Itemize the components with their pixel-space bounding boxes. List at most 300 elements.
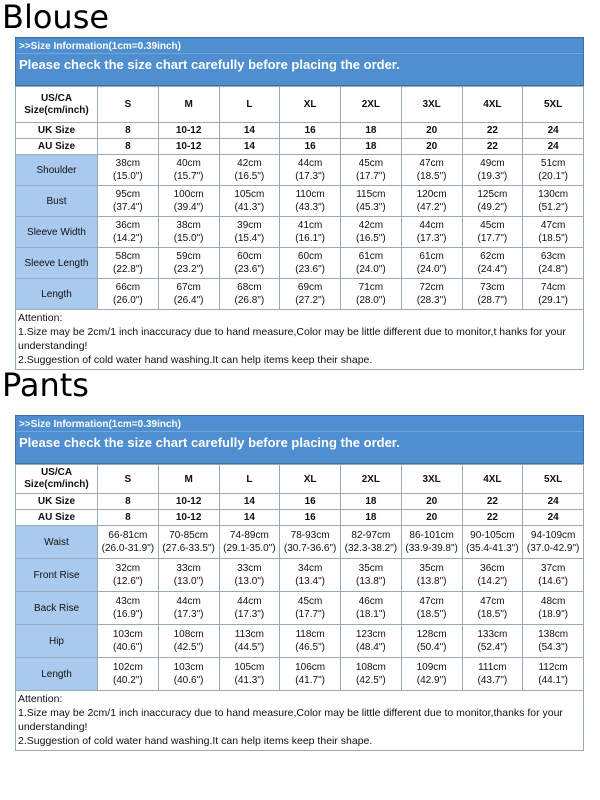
pants-header	[15, 415, 584, 464]
measurement-cm: 68cm	[237, 282, 262, 293]
corner-unit: Size(cm/inch)	[24, 479, 89, 490]
measurement-row	[16, 658, 584, 691]
measurement-cell	[98, 625, 159, 658]
au-size-value: 22	[462, 510, 523, 526]
measurement-cm: 44cm	[176, 596, 201, 607]
au-size-row	[16, 139, 584, 155]
measurement-inch: (43.7")	[477, 675, 508, 686]
measurement-inch: (15.4")	[234, 233, 265, 244]
measurement-cm: 51cm	[540, 158, 566, 169]
measurement-inch: (14.2")	[477, 576, 508, 587]
measurement-cell	[219, 559, 280, 592]
measurement-inch: (15.7")	[173, 171, 204, 182]
measurement-inch: (54.3")	[538, 642, 568, 653]
measurement-cell	[462, 217, 523, 248]
size-col-header: 4XL	[462, 465, 523, 494]
measurement-cell	[401, 526, 462, 559]
measurement-inch: (41.3")	[234, 202, 265, 213]
measurement-inch: (17.7")	[295, 609, 325, 620]
measurement-row	[16, 155, 584, 186]
measurement-inch: (12.6")	[113, 576, 143, 587]
measurement-inch: (27.6-33.5")	[162, 543, 215, 554]
size-col-header: XL	[280, 87, 341, 123]
measurement-cell	[523, 248, 584, 279]
uk-size-label: UK Size	[16, 123, 98, 139]
measurement-inch: (40.6")	[173, 675, 204, 686]
measurement-cell	[523, 526, 584, 559]
measurement-cell	[158, 248, 219, 279]
measurement-inch: (18.5")	[477, 609, 508, 620]
uk-size-value: 24	[523, 494, 584, 510]
measurement-inch: (28.0")	[356, 295, 386, 306]
au-size-label: AU Size	[16, 139, 98, 155]
au-size-value: 24	[523, 510, 584, 526]
measurement-cell	[158, 155, 219, 186]
corner-unit: Size(cm/inch)	[24, 104, 89, 116]
measurement-cell	[341, 155, 402, 186]
measurement-cell	[219, 279, 280, 310]
uk-size-value: 20	[401, 494, 462, 510]
measurement-cell	[341, 526, 402, 559]
au-size-value: 20	[401, 139, 462, 155]
measurement-cm: 109cm	[416, 662, 447, 673]
measurement-cm: 59cm	[176, 251, 201, 262]
measurement-inch: (15.0")	[113, 171, 143, 182]
au-size-value: 8	[98, 510, 159, 526]
measurement-inch: (16.1")	[295, 233, 325, 244]
measurement-cm: 62cm	[480, 251, 505, 262]
measurement-cm: 108cm	[355, 662, 386, 673]
measurement-inch: (28.3")	[416, 295, 447, 306]
measurement-cm: 42cm	[237, 158, 262, 169]
au-size-value: 18	[341, 510, 402, 526]
pants-check-notice: Please check the size chart carefully before placing the order.	[16, 431, 583, 458]
measurement-inch: (20.1")	[538, 171, 568, 182]
measurement-inch: (27.2")	[295, 295, 325, 306]
measurement-cm: 38cm	[115, 158, 141, 169]
measurement-cell	[280, 248, 341, 279]
blouse-note-2: 2.Suggestion of cold water hand washing.It can help items keep their shape.	[18, 354, 373, 366]
size-col-header: 5XL	[523, 87, 584, 123]
measurement-cm: 69cm	[297, 282, 323, 293]
measurement-cm: 138cm	[538, 629, 569, 640]
measurement-cm: 47cm	[419, 596, 444, 607]
measurement-inch: (16.5")	[356, 233, 386, 244]
measurement-cm: 33cm	[237, 563, 262, 574]
measurement-cm: 110cm	[295, 189, 325, 200]
measurement-inch: (23.6")	[295, 264, 325, 275]
measurement-inch: (28.7")	[477, 295, 508, 306]
measurement-cell	[523, 155, 584, 186]
measurement-inch: (37.0-42.9")	[526, 543, 580, 554]
measurement-cell	[280, 658, 341, 691]
measurement-cm: 118cm	[295, 629, 325, 640]
measurement-cm: 36cm	[115, 220, 141, 231]
measurement-label: Sleeve Length	[16, 248, 98, 279]
measurement-cell	[98, 248, 159, 279]
measurement-inch: (13.4")	[295, 576, 325, 587]
measurement-inch: (24.4")	[477, 264, 508, 275]
measurement-cm: 63cm	[540, 251, 566, 262]
measurement-inch: (41.3")	[234, 675, 265, 686]
measurement-cm: 95cm	[115, 189, 141, 200]
measurement-cm: 133cm	[477, 629, 508, 640]
measurement-label: Front Rise	[16, 559, 98, 592]
blouse-size-info: >>Size Information(1cm=0.39inch)	[19, 41, 181, 52]
size-col-header: XL	[280, 465, 341, 494]
measurement-cell	[280, 155, 341, 186]
measurement-cm: 115cm	[356, 189, 386, 200]
au-size-value: 24	[523, 139, 584, 155]
measurement-cell	[280, 592, 341, 625]
measurement-cm: 112cm	[538, 662, 568, 673]
measurement-cm: 47cm	[419, 158, 444, 169]
measurement-cm: 120cm	[416, 189, 447, 200]
uk-size-value: 24	[523, 123, 584, 139]
measurement-inch: (45.3")	[356, 202, 386, 213]
au-size-value: 10-12	[158, 510, 219, 526]
measurement-cm: 130cm	[538, 189, 569, 200]
measurement-inch: (42.9")	[416, 675, 447, 686]
measurement-inch: (48.4")	[356, 642, 386, 653]
measurement-cell	[219, 658, 280, 691]
uk-size-row	[16, 123, 584, 139]
blouse-chart	[15, 37, 584, 370]
size-col-header: 3XL	[401, 87, 462, 123]
au-size-value: 22	[462, 139, 523, 155]
blouse-notes-title: Attention:	[18, 312, 63, 324]
measurement-cm: 61cm	[419, 251, 444, 262]
au-size-row	[16, 510, 584, 526]
measurement-cell	[462, 155, 523, 186]
measurement-cell	[462, 625, 523, 658]
measurement-inch: (29.1")	[538, 295, 568, 306]
measurement-inch: (14.2")	[113, 233, 143, 244]
measurement-cm: 71cm	[358, 282, 384, 293]
measurement-inch: (26.4")	[173, 295, 204, 306]
measurement-cm: 47cm	[540, 220, 566, 231]
uk-size-value: 18	[341, 123, 402, 139]
uk-size-value: 18	[341, 494, 402, 510]
measurement-cm: 123cm	[355, 629, 386, 640]
size-header-row	[16, 87, 584, 123]
measurement-cm: 35cm	[419, 563, 444, 574]
measurement-cell	[219, 625, 280, 658]
measurement-cell	[98, 526, 159, 559]
measurement-cell	[401, 592, 462, 625]
measurement-inch: (46.5")	[295, 642, 325, 653]
measurement-cm: 78-93cm	[290, 530, 330, 541]
measurement-cm: 66-81cm	[108, 530, 148, 541]
measurement-inch: (51.2")	[538, 202, 568, 213]
measurement-cell	[523, 625, 584, 658]
corner-region: US/CA	[40, 467, 73, 478]
measurement-inch: (29.1-35.0")	[223, 543, 276, 554]
measurement-cell	[280, 526, 341, 559]
measurement-cm: 94-109cm	[530, 530, 576, 541]
measurement-row	[16, 592, 584, 625]
measurement-cm: 125cm	[477, 189, 508, 200]
measurement-cm: 106cm	[295, 662, 326, 673]
measurement-cell	[158, 625, 219, 658]
measurement-cm: 48cm	[540, 596, 566, 607]
measurement-cm: 44cm	[419, 220, 444, 231]
measurement-cell	[219, 217, 280, 248]
measurement-cell	[462, 279, 523, 310]
measurement-cell	[341, 592, 402, 625]
blouse-check-notice: Please check the size chart carefully before placing the order.	[16, 53, 583, 80]
measurement-cm: 74-89cm	[229, 530, 269, 541]
au-size-value: 16	[280, 139, 341, 155]
uk-size-value: 16	[280, 123, 341, 139]
measurement-cm: 82-97cm	[351, 530, 391, 541]
size-header-row	[16, 465, 584, 494]
measurement-cell	[401, 559, 462, 592]
measurement-inch: (13.8")	[356, 576, 386, 587]
measurement-inch: (22.8")	[113, 264, 143, 275]
measurement-inch: (26.0-31.9")	[101, 543, 155, 554]
measurement-cell	[98, 279, 159, 310]
uk-size-value: 10-12	[158, 123, 219, 139]
size-col-header: S	[98, 87, 159, 123]
measurement-cm: 128cm	[416, 629, 447, 640]
measurement-cell	[401, 658, 462, 691]
measurement-cell	[98, 658, 159, 691]
measurement-cm: 36cm	[480, 563, 505, 574]
measurement-cell	[158, 592, 219, 625]
measurement-cell	[401, 248, 462, 279]
measurement-inch: (18.5")	[416, 171, 447, 182]
au-size-value: 8	[98, 139, 159, 155]
measurement-cm: 72cm	[419, 282, 444, 293]
uk-size-value: 8	[98, 123, 159, 139]
measurement-cell	[401, 155, 462, 186]
measurement-cm: 43cm	[115, 596, 141, 607]
size-col-header: L	[219, 87, 280, 123]
pants-note-1: 1.Size may be 2cm/1 inch inaccuracy due to hand measure,Color may be little different due to monitor,thanks for your understanding!	[18, 707, 563, 733]
measurement-cm: 113cm	[234, 629, 265, 640]
measurement-row	[16, 279, 584, 310]
au-size-value: 10-12	[158, 139, 219, 155]
measurement-inch: (23.2")	[173, 264, 204, 275]
pants-note-2: 2.Suggestion of cold water hand washing.It can help items keep their shape.	[18, 735, 373, 747]
measurement-cell	[523, 559, 584, 592]
measurement-cell	[280, 625, 341, 658]
measurement-cm: 39cm	[237, 220, 262, 231]
measurement-inch: (52.4")	[477, 642, 508, 653]
measurement-inch: (16.9")	[113, 609, 143, 620]
measurement-cell	[158, 217, 219, 248]
pants-notes-title: Attention:	[18, 693, 63, 705]
blouse-size-table	[15, 86, 584, 310]
measurement-inch: (24.0")	[356, 264, 386, 275]
measurement-cm: 33cm	[176, 563, 201, 574]
size-col-header: L	[219, 465, 280, 494]
measurement-inch: (35.4-41.3")	[466, 543, 519, 554]
measurement-cm: 46cm	[358, 596, 384, 607]
uk-size-value: 20	[401, 123, 462, 139]
corner-region: US/CA	[40, 92, 73, 104]
measurement-inch: (40.6")	[113, 642, 143, 653]
blouse-note-1: 1.Size may be 2cm/1 inch inaccuracy due to hand measure,Color may be little different due to monitor,t hanks for your understanding!	[18, 326, 566, 352]
measurement-inch: (47.2")	[416, 202, 447, 213]
measurement-cm: 66cm	[115, 282, 141, 293]
measurement-cell	[462, 526, 523, 559]
measurement-cell	[341, 248, 402, 279]
measurement-row	[16, 625, 584, 658]
measurement-inch: (43.3")	[295, 202, 325, 213]
measurement-inch: (17.7")	[477, 233, 508, 244]
measurement-cm: 100cm	[173, 189, 204, 200]
measurement-cm: 44cm	[297, 158, 323, 169]
measurement-inch: (16.5")	[234, 171, 265, 182]
uk-size-label: UK Size	[16, 494, 98, 510]
au-size-value: 18	[341, 139, 402, 155]
measurement-row	[16, 526, 584, 559]
measurement-inch: (44.1")	[538, 675, 568, 686]
measurement-cell	[219, 155, 280, 186]
au-size-value: 20	[401, 510, 462, 526]
measurement-inch: (26.0")	[113, 295, 143, 306]
uk-size-row	[16, 494, 584, 510]
size-col-header: M	[158, 87, 219, 123]
measurement-cm: 103cm	[173, 662, 204, 673]
measurement-cell	[523, 658, 584, 691]
measurement-cell	[523, 186, 584, 217]
size-col-header: 4XL	[462, 87, 523, 123]
measurement-cell	[219, 592, 280, 625]
measurement-row	[16, 217, 584, 248]
measurement-cell	[401, 625, 462, 658]
blouse-notes	[15, 310, 584, 370]
measurement-cell	[280, 279, 341, 310]
size-col-header: 5XL	[523, 465, 584, 494]
measurement-inch: (18.1")	[356, 609, 386, 620]
size-corner-label	[16, 465, 98, 494]
measurement-label: Back Rise	[16, 592, 98, 625]
measurement-cm: 74cm	[540, 282, 566, 293]
measurement-cm: 108cm	[173, 629, 204, 640]
measurement-cell	[462, 186, 523, 217]
au-size-value: 14	[219, 510, 280, 526]
measurement-cm: 47cm	[480, 596, 505, 607]
measurement-cm: 35cm	[358, 563, 384, 574]
measurement-inch: (17.7")	[356, 171, 386, 182]
uk-size-value: 14	[219, 494, 280, 510]
measurement-cm: 61cm	[358, 251, 384, 262]
pants-size-info: >>Size Information(1cm=0.39inch)	[19, 419, 181, 430]
measurement-cell	[158, 526, 219, 559]
blouse-section	[0, 0, 600, 370]
size-col-header: M	[158, 465, 219, 494]
measurement-cm: 60cm	[297, 251, 323, 262]
measurement-cell	[219, 186, 280, 217]
measurement-inch: (17.3")	[295, 171, 325, 182]
measurement-inch: (24.8")	[538, 264, 568, 275]
measurement-cm: 103cm	[112, 629, 143, 640]
pants-chart	[15, 415, 584, 751]
measurement-row	[16, 559, 584, 592]
measurement-cell	[341, 186, 402, 217]
measurement-inch: (37.4")	[113, 202, 143, 213]
measurement-label: Bust	[16, 186, 98, 217]
size-col-header: S	[98, 465, 159, 494]
measurement-inch: (15.0")	[173, 233, 204, 244]
measurement-cell	[280, 217, 341, 248]
uk-size-value: 10-12	[158, 494, 219, 510]
measurement-cell	[280, 186, 341, 217]
measurement-cell	[158, 279, 219, 310]
measurement-inch: (13.8")	[416, 576, 447, 587]
measurement-cm: 111cm	[478, 662, 507, 673]
measurement-cell	[98, 592, 159, 625]
au-size-value: 16	[280, 510, 341, 526]
measurement-inch: (14.6")	[538, 576, 568, 587]
measurement-cm: 58cm	[115, 251, 141, 262]
measurement-inch: (13.0")	[234, 576, 265, 587]
measurement-inch: (18.9")	[538, 609, 568, 620]
measurement-cm: 60cm	[237, 251, 262, 262]
measurement-label: Sleeve Width	[16, 217, 98, 248]
measurement-label: Hip	[16, 625, 98, 658]
uk-size-value: 22	[462, 123, 523, 139]
measurement-cell	[462, 592, 523, 625]
measurement-cm: 45cm	[480, 220, 505, 231]
measurement-cell	[462, 559, 523, 592]
measurement-cm: 86-101cm	[409, 530, 454, 541]
measurement-inch: (19.3")	[477, 171, 508, 182]
uk-size-value: 8	[98, 494, 159, 510]
measurement-inch: (24.0")	[416, 264, 447, 275]
size-corner-label	[16, 87, 98, 123]
uk-size-value: 22	[462, 494, 523, 510]
measurement-cell	[401, 186, 462, 217]
measurement-inch: (39.4")	[173, 202, 204, 213]
measurement-label: Waist	[16, 526, 98, 559]
measurement-inch: (41.7")	[295, 675, 325, 686]
au-size-value: 14	[219, 139, 280, 155]
measurement-cm: 102cm	[112, 662, 143, 673]
measurement-cell	[401, 217, 462, 248]
uk-size-value: 16	[280, 494, 341, 510]
size-col-header: 2XL	[341, 87, 402, 123]
measurement-inch: (32.3-38.2")	[344, 543, 398, 554]
measurement-cm: 44cm	[237, 596, 262, 607]
measurement-cell	[98, 186, 159, 217]
pants-size-table	[15, 464, 584, 691]
measurement-inch: (18.5")	[416, 609, 447, 620]
measurement-inch: (42.5")	[173, 642, 204, 653]
measurement-cell	[280, 559, 341, 592]
measurement-inch: (49.2")	[477, 202, 508, 213]
measurement-inch: (30.7-36.6")	[283, 543, 337, 554]
pants-section	[0, 368, 600, 800]
measurement-row	[16, 248, 584, 279]
measurement-cell	[158, 559, 219, 592]
measurement-cell	[219, 526, 280, 559]
measurement-cm: 32cm	[115, 563, 141, 574]
measurement-cell	[158, 186, 219, 217]
measurement-inch: (13.0")	[173, 576, 204, 587]
measurement-label: Length	[16, 279, 98, 310]
measurement-cell	[98, 155, 159, 186]
measurement-cm: 105cm	[234, 662, 265, 673]
measurement-cm: 38cm	[176, 220, 201, 231]
measurement-cell	[462, 658, 523, 691]
measurement-cm: 90-105cm	[470, 530, 515, 541]
measurement-inch: (17.3")	[234, 609, 265, 620]
measurement-cell	[523, 279, 584, 310]
